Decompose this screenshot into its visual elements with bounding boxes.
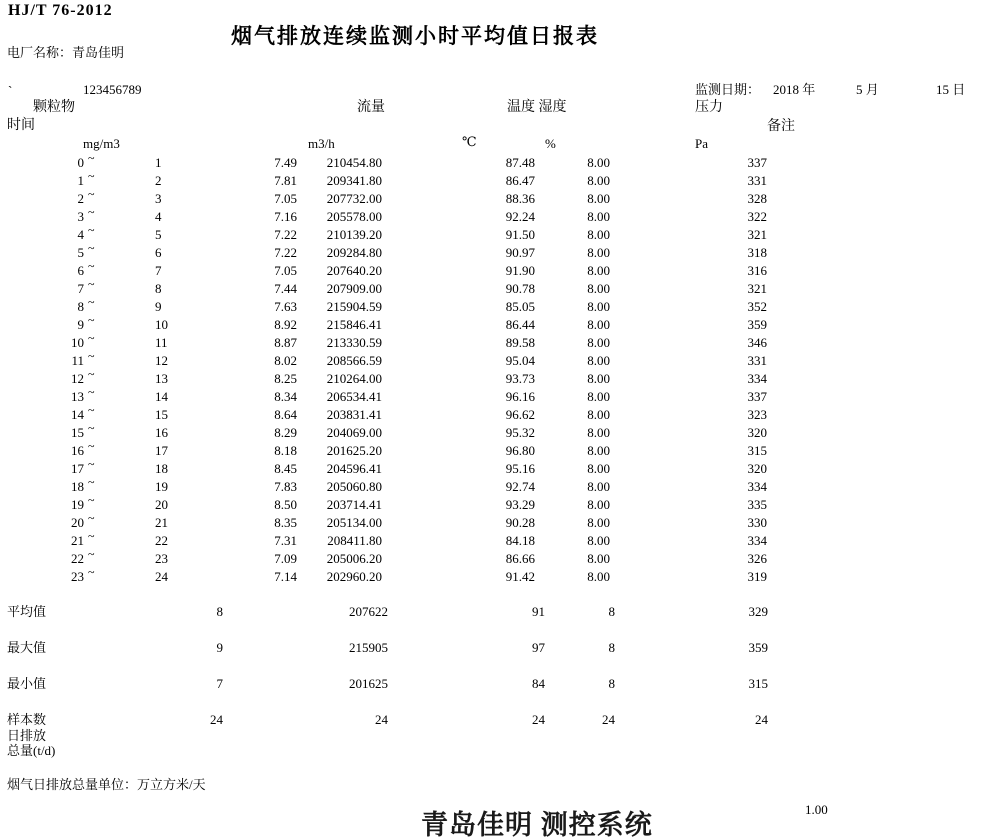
pm-value: 7.44 xyxy=(274,281,297,296)
hourly-row xyxy=(0,493,984,514)
pressure-value: 316 xyxy=(747,263,767,278)
pressure-value: 322 xyxy=(747,209,767,224)
hourly-row xyxy=(0,313,984,334)
summary-pm: 8 xyxy=(216,604,223,619)
pressure-value: 352 xyxy=(747,299,767,314)
pressure-value: 346 xyxy=(747,335,767,350)
column-header-pressure: 压力 xyxy=(695,100,723,115)
date-month: 5 月 xyxy=(856,82,879,97)
hourly-row xyxy=(0,385,984,406)
flow-value: 215846.41 xyxy=(326,317,382,332)
flow-value: 213330.59 xyxy=(326,335,382,350)
summary-flow: 215905 xyxy=(349,640,388,655)
pressure-value: 331 xyxy=(747,173,767,188)
hour-start: 7 xyxy=(77,281,84,296)
temp-value: 96.16 xyxy=(505,389,535,404)
hourly-row xyxy=(0,349,984,370)
emission-unit-note: 烟气日排放总量单位：万立方米/天 xyxy=(7,777,206,792)
hourly-row xyxy=(0,457,984,478)
flow-value: 215904.59 xyxy=(326,299,382,314)
summary-label: 平均值 xyxy=(7,604,47,619)
hour-start: 23 xyxy=(71,569,84,584)
unit-flow: m3/h xyxy=(308,136,335,151)
temp-value: 95.04 xyxy=(505,353,535,368)
hour-end: 9 xyxy=(155,299,162,314)
temp-value: 96.62 xyxy=(505,407,535,422)
hour-range-tilde: ~ xyxy=(88,187,95,201)
unit-pm: mg/m3 xyxy=(83,136,120,151)
hour-start: 13 xyxy=(71,389,84,404)
hour-start: 17 xyxy=(71,461,84,476)
humidity-value: 8.00 xyxy=(587,569,610,584)
pressure-value: 334 xyxy=(747,479,767,494)
summary-label: 最大值 xyxy=(7,640,47,655)
hourly-row xyxy=(0,511,984,532)
hour-end: 15 xyxy=(155,407,168,422)
hour-end: 5 xyxy=(155,227,162,242)
summary-humidity: 8 xyxy=(608,604,615,619)
summary-humidity: 8 xyxy=(608,640,615,655)
temp-value: 92.24 xyxy=(505,209,535,224)
summary-label: 样本数 xyxy=(7,712,47,727)
temp-value: 91.90 xyxy=(505,263,535,278)
flow-value: 205060.80 xyxy=(326,479,382,494)
flow-value: 206534.41 xyxy=(326,389,382,404)
version-number: 1.00 xyxy=(805,802,828,817)
flow-value: 204596.41 xyxy=(326,461,382,476)
flow-value: 207909.00 xyxy=(326,281,382,296)
flow-value: 205134.00 xyxy=(326,515,382,530)
summary-flow: 201625 xyxy=(349,676,388,691)
flow-value: 204069.00 xyxy=(326,425,382,440)
hour-end: 8 xyxy=(155,281,162,296)
hourly-row xyxy=(0,295,984,316)
hour-end: 4 xyxy=(155,209,162,224)
humidity-value: 8.00 xyxy=(587,533,610,548)
temp-value: 89.58 xyxy=(505,335,535,350)
hourly-row xyxy=(0,547,984,568)
hour-range-tilde: ~ xyxy=(88,169,95,183)
pm-value: 8.92 xyxy=(274,317,297,332)
humidity-value: 8.00 xyxy=(587,461,610,476)
pm-value: 7.63 xyxy=(274,299,297,314)
column-header-time: 时间 xyxy=(7,118,35,133)
summary-flow: 207622 xyxy=(349,604,388,619)
flow-value: 205006.20 xyxy=(326,551,382,566)
hour-range-tilde: ~ xyxy=(88,421,95,435)
summary-row xyxy=(0,641,984,657)
summary-flow: 24 xyxy=(375,712,388,727)
hour-start: 22 xyxy=(71,551,84,566)
pressure-value: 320 xyxy=(747,425,767,440)
hour-start: 12 xyxy=(71,371,84,386)
pm-value: 8.34 xyxy=(274,389,297,404)
hour-range-tilde: ~ xyxy=(88,565,95,579)
hour-end: 18 xyxy=(155,461,168,476)
hour-range-tilde: ~ xyxy=(88,403,95,417)
hour-range-tilde: ~ xyxy=(88,349,95,363)
hour-end: 6 xyxy=(155,245,162,260)
hourly-row xyxy=(0,331,984,352)
summary-pressure: 329 xyxy=(748,604,768,619)
pm-value: 8.25 xyxy=(274,371,297,386)
summary-pm: 9 xyxy=(216,640,223,655)
hour-start: 4 xyxy=(77,227,84,242)
hour-end: 20 xyxy=(155,497,168,512)
hour-range-tilde: ~ xyxy=(88,493,95,507)
hour-end: 22 xyxy=(155,533,168,548)
hour-range-tilde: ~ xyxy=(88,295,95,309)
hour-range-tilde: ~ xyxy=(88,331,95,345)
flow-value: 207732.00 xyxy=(326,191,382,206)
flow-value: 210454.80 xyxy=(326,155,382,170)
pressure-value: 321 xyxy=(747,227,767,242)
report-title: 烟气排放连续监测小时平均值日报表 xyxy=(231,24,599,48)
humidity-value: 8.00 xyxy=(587,389,610,404)
pm-value: 8.45 xyxy=(274,461,297,476)
humidity-value: 8.00 xyxy=(587,191,610,206)
pressure-value: 331 xyxy=(747,353,767,368)
hour-range-tilde: ~ xyxy=(88,367,95,381)
summary-row xyxy=(0,713,984,729)
temp-value: 91.50 xyxy=(505,227,535,242)
summary-humidity: 8 xyxy=(608,676,615,691)
hour-end: 1 xyxy=(155,155,162,170)
summary-temp: 97 xyxy=(532,640,545,655)
pm-value: 7.31 xyxy=(274,533,297,548)
pressure-value: 326 xyxy=(747,551,767,566)
hour-end: 2 xyxy=(155,173,162,188)
daily-emission-label: 日排放 xyxy=(7,728,47,743)
pressure-value: 321 xyxy=(747,281,767,296)
hourly-row xyxy=(0,439,984,460)
hour-start: 1 xyxy=(77,173,84,188)
humidity-value: 8.00 xyxy=(587,317,610,332)
plant-name-line: 电厂名称：青岛佳明 xyxy=(7,45,125,60)
pressure-value: 320 xyxy=(747,461,767,476)
hour-range-tilde: ~ xyxy=(88,547,95,561)
hourly-row xyxy=(0,367,984,388)
temp-value: 90.97 xyxy=(505,245,535,260)
flow-value: 210264.00 xyxy=(326,371,382,386)
pm-value: 7.81 xyxy=(274,173,297,188)
hour-start: 11 xyxy=(71,353,84,368)
hourly-row xyxy=(0,403,984,424)
humidity-value: 8.00 xyxy=(587,281,610,296)
summary-pm: 24 xyxy=(210,712,223,727)
humidity-value: 8.00 xyxy=(587,245,610,260)
hour-range-tilde: ~ xyxy=(88,259,95,273)
flow-value: 202960.20 xyxy=(326,569,382,584)
date-year: 2018 年 xyxy=(773,82,816,97)
unit-pressure: Pa xyxy=(695,136,708,151)
pressure-value: 334 xyxy=(747,533,767,548)
column-header-remark: 备注 xyxy=(767,119,795,134)
summary-temp: 91 xyxy=(532,604,545,619)
humidity-value: 8.00 xyxy=(587,425,610,440)
flow-value: 208411.80 xyxy=(327,533,382,548)
summary-pressure: 24 xyxy=(755,712,768,727)
hour-range-tilde: ~ xyxy=(88,223,95,237)
hour-start: 16 xyxy=(71,443,84,458)
pressure-value: 337 xyxy=(747,155,767,170)
pm-value: 7.49 xyxy=(274,155,297,170)
summary-pm: 7 xyxy=(216,676,223,691)
pressure-value: 359 xyxy=(747,317,767,332)
pm-value: 8.50 xyxy=(274,497,297,512)
pm-value: 7.14 xyxy=(274,569,297,584)
hourly-row xyxy=(0,565,984,586)
humidity-value: 8.00 xyxy=(587,515,610,530)
summary-pressure: 359 xyxy=(748,640,768,655)
temp-value: 86.66 xyxy=(505,551,535,566)
column-header-pm: 颗粒物 xyxy=(33,100,75,115)
hour-range-tilde: ~ xyxy=(88,241,95,255)
hour-range-tilde: ~ xyxy=(88,457,95,471)
hour-start: 10 xyxy=(71,335,84,350)
temp-value: 93.73 xyxy=(505,371,535,386)
pm-value: 8.87 xyxy=(274,335,297,350)
flow-value: 207640.20 xyxy=(326,263,382,278)
hour-end: 14 xyxy=(155,389,168,404)
pressure-value: 318 xyxy=(747,245,767,260)
hour-range-tilde: ~ xyxy=(88,439,95,453)
humidity-value: 8.00 xyxy=(587,209,610,224)
flow-value: 205578.00 xyxy=(326,209,382,224)
humidity-value: 8.00 xyxy=(587,371,610,386)
watermark-text: 青岛佳明 测控系统 xyxy=(421,810,653,840)
hour-end: 24 xyxy=(155,569,168,584)
flow-value: 210139.20 xyxy=(326,227,382,242)
humidity-value: 8.00 xyxy=(587,155,610,170)
hour-range-tilde: ~ xyxy=(88,529,95,543)
pressure-value: 315 xyxy=(747,443,767,458)
hour-end: 12 xyxy=(155,353,168,368)
flow-value: 203831.41 xyxy=(326,407,382,422)
flow-value: 201625.20 xyxy=(326,443,382,458)
pm-value: 7.05 xyxy=(274,263,297,278)
pm-value: 8.29 xyxy=(274,425,297,440)
hourly-row xyxy=(0,475,984,496)
date-day: 15 日 xyxy=(936,82,966,97)
temp-value: 86.44 xyxy=(505,317,535,332)
hour-end: 10 xyxy=(155,317,168,332)
clipped-watermark xyxy=(421,810,741,840)
temp-value: 85.05 xyxy=(505,299,535,314)
hourly-row xyxy=(0,277,984,298)
temp-value: 87.48 xyxy=(505,155,535,170)
pressure-value: 334 xyxy=(747,371,767,386)
hour-end: 7 xyxy=(155,263,162,278)
hour-start: 6 xyxy=(77,263,84,278)
hourly-row xyxy=(0,241,984,262)
hour-start: 2 xyxy=(77,191,84,206)
temp-value: 86.47 xyxy=(505,173,535,188)
hour-start: 20 xyxy=(71,515,84,530)
temp-value: 90.28 xyxy=(505,515,535,530)
temp-value: 92.74 xyxy=(505,479,535,494)
humidity-value: 8.00 xyxy=(587,443,610,458)
pm-value: 8.35 xyxy=(274,515,297,530)
hour-end: 13 xyxy=(155,371,168,386)
date-label: 监测日期： xyxy=(695,82,761,97)
humidity-value: 8.00 xyxy=(587,353,610,368)
hourly-row xyxy=(0,259,984,280)
hour-end: 17 xyxy=(155,443,168,458)
summary-humidity: 24 xyxy=(602,712,615,727)
hour-end: 23 xyxy=(155,551,168,566)
pm-value: 7.16 xyxy=(274,209,297,224)
summary-temp: 84 xyxy=(532,676,545,691)
summary-label: 最小值 xyxy=(7,676,47,691)
pm-value: 7.22 xyxy=(274,245,297,260)
summary-pressure: 315 xyxy=(748,676,768,691)
hour-range-tilde: ~ xyxy=(88,205,95,219)
pm-value: 8.64 xyxy=(274,407,297,422)
total-label: 总量(t/d) xyxy=(7,743,56,758)
humidity-value: 8.00 xyxy=(587,551,610,566)
pm-value: 7.22 xyxy=(274,227,297,242)
tick-mark: ` xyxy=(8,83,13,98)
serial-number: 123456789 xyxy=(83,82,142,97)
hour-start: 19 xyxy=(71,497,84,512)
column-header-temp-hum: 温度 湿度 xyxy=(507,100,567,115)
hour-start: 15 xyxy=(71,425,84,440)
pressure-value: 328 xyxy=(747,191,767,206)
hour-start: 5 xyxy=(77,245,84,260)
pressure-value: 335 xyxy=(747,497,767,512)
hourly-row xyxy=(0,421,984,442)
hour-range-tilde: ~ xyxy=(88,313,95,327)
temp-value: 84.18 xyxy=(505,533,535,548)
hourly-row xyxy=(0,205,984,226)
hourly-row xyxy=(0,187,984,208)
humidity-value: 8.00 xyxy=(587,479,610,494)
summary-temp: 24 xyxy=(532,712,545,727)
hour-start: 9 xyxy=(77,317,84,332)
hour-start: 18 xyxy=(71,479,84,494)
humidity-value: 8.00 xyxy=(587,407,610,422)
hour-end: 16 xyxy=(155,425,168,440)
hour-range-tilde: ~ xyxy=(88,277,95,291)
hour-start: 0 xyxy=(77,155,84,170)
hourly-row xyxy=(0,529,984,550)
flow-value: 203714.41 xyxy=(326,497,382,512)
humidity-value: 8.00 xyxy=(587,263,610,278)
temp-value: 88.36 xyxy=(505,191,535,206)
humidity-value: 8.00 xyxy=(587,497,610,512)
pm-value: 8.18 xyxy=(274,443,297,458)
temp-value: 91.42 xyxy=(505,569,535,584)
hour-end: 19 xyxy=(155,479,168,494)
flow-value: 209341.80 xyxy=(326,173,382,188)
hour-range-tilde: ~ xyxy=(88,475,95,489)
hour-range-tilde: ~ xyxy=(88,151,95,165)
temp-value: 93.29 xyxy=(505,497,535,512)
hour-range-tilde: ~ xyxy=(88,511,95,525)
pm-value: 7.83 xyxy=(274,479,297,494)
hour-start: 3 xyxy=(77,209,84,224)
hour-start: 8 xyxy=(77,299,84,314)
hour-start: 21 xyxy=(71,533,84,548)
flow-value: 208566.59 xyxy=(326,353,382,368)
column-header-flow: 流量 xyxy=(357,100,385,115)
pm-value: 7.05 xyxy=(274,191,297,206)
humidity-value: 8.00 xyxy=(587,335,610,350)
pressure-value: 323 xyxy=(747,407,767,422)
temp-value: 95.16 xyxy=(505,461,535,476)
pressure-value: 337 xyxy=(747,389,767,404)
unit-temp: ℃ xyxy=(462,134,477,149)
unit-humidity: % xyxy=(545,136,556,151)
hour-range-tilde: ~ xyxy=(88,385,95,399)
hourly-row xyxy=(0,223,984,244)
hour-end: 11 xyxy=(155,335,168,350)
pm-value: 8.02 xyxy=(274,353,297,368)
humidity-value: 8.00 xyxy=(587,227,610,242)
temp-value: 90.78 xyxy=(505,281,535,296)
summary-row xyxy=(0,677,984,693)
hour-end: 3 xyxy=(155,191,162,206)
hour-start: 14 xyxy=(71,407,84,422)
temp-value: 96.80 xyxy=(505,443,535,458)
summary-row xyxy=(0,605,984,621)
temp-value: 95.32 xyxy=(505,425,535,440)
pressure-value: 330 xyxy=(747,515,767,530)
hour-end: 21 xyxy=(155,515,168,530)
standard-code: HJ/T 76-2012 xyxy=(8,2,113,19)
pressure-value: 319 xyxy=(747,569,767,584)
flow-value: 209284.80 xyxy=(326,245,382,260)
hourly-row xyxy=(0,151,984,172)
humidity-value: 8.00 xyxy=(587,299,610,314)
pm-value: 7.09 xyxy=(274,551,297,566)
humidity-value: 8.00 xyxy=(587,173,610,188)
hourly-row xyxy=(0,169,984,190)
